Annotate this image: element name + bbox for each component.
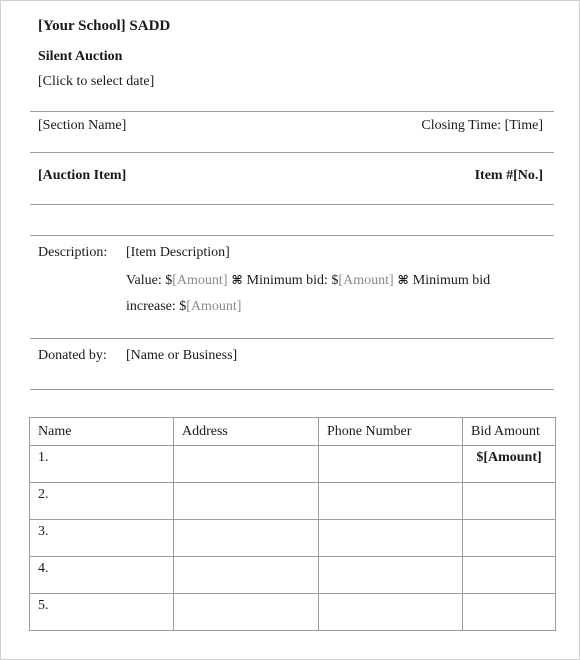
min-bid-amount-field[interactable]: [Amount]	[338, 273, 394, 288]
auction-item-field[interactable]: [Auction Item]	[38, 168, 127, 183]
table-row	[30, 520, 556, 557]
bidder-address-cell[interactable]	[174, 557, 319, 594]
bidder-name-cell[interactable]: 4.	[30, 557, 174, 594]
column-header-bid-amount: Bid Amount	[463, 418, 556, 446]
table-row	[30, 483, 556, 520]
bidder-phone-cell[interactable]	[319, 483, 463, 520]
bid-amount-cell[interactable]	[463, 594, 556, 631]
divider	[30, 389, 554, 390]
description-label: Description:	[38, 245, 108, 260]
closing-time-field[interactable]: Closing Time: [Time]	[421, 118, 543, 133]
min-bid-label: Minimum bid: $	[246, 273, 339, 288]
description-field[interactable]: [Item Description]	[126, 245, 230, 260]
min-increase-label: Minimum bid	[412, 273, 491, 288]
bid-table	[29, 417, 556, 631]
bid-amount-cell[interactable]: $[Amount]	[463, 446, 556, 483]
divider	[30, 338, 554, 339]
bidder-address-cell[interactable]	[174, 446, 319, 483]
item-number-field[interactable]: Item #[No.]	[474, 168, 543, 183]
bidder-phone-cell[interactable]	[319, 446, 463, 483]
donated-by-label: Donated by:	[38, 348, 107, 363]
donor-field[interactable]: [Name or Business]	[126, 348, 238, 363]
value-line	[126, 273, 490, 289]
increase-line	[126, 299, 241, 315]
bidder-name-cell[interactable]: 1.	[30, 446, 174, 483]
date-field[interactable]: [Click to select date]	[38, 74, 155, 89]
bidder-address-cell[interactable]	[174, 483, 319, 520]
table-row	[30, 446, 556, 483]
bidder-phone-cell[interactable]	[319, 520, 463, 557]
bidder-phone-cell[interactable]	[319, 594, 463, 631]
bid-amount-cell[interactable]	[463, 557, 556, 594]
min-increase-label-cont: increase: $	[126, 299, 187, 314]
bid-amount-cell[interactable]	[463, 483, 556, 520]
divider	[30, 204, 554, 205]
bidder-address-cell[interactable]	[174, 594, 319, 631]
table-row	[30, 557, 556, 594]
bidder-phone-cell[interactable]	[319, 557, 463, 594]
event-title[interactable]: Silent Auction	[38, 49, 123, 64]
divider	[30, 235, 554, 236]
school-title[interactable]: [Your School] SADD	[38, 18, 171, 34]
section-name-field[interactable]: [Section Name]	[38, 118, 127, 133]
bidder-name-cell[interactable]: 5.	[30, 594, 174, 631]
bid-amount-cell[interactable]	[463, 520, 556, 557]
command-symbol-icon: ⌘	[397, 273, 409, 287]
column-header-name: Name	[30, 418, 174, 446]
min-increase-amount-field[interactable]: [Amount]	[186, 299, 242, 314]
table-header-row	[30, 418, 556, 446]
bidder-address-cell[interactable]	[174, 520, 319, 557]
bidder-name-cell[interactable]: 3.	[30, 520, 174, 557]
bidder-name-cell[interactable]: 2.	[30, 483, 174, 520]
column-header-address: Address	[174, 418, 319, 446]
divider	[30, 111, 554, 112]
command-symbol-icon: ⌘	[231, 273, 243, 287]
divider	[30, 152, 554, 153]
table-row	[30, 594, 556, 631]
column-header-phone: Phone Number	[319, 418, 463, 446]
value-label: Value: $	[126, 273, 173, 288]
value-amount-field[interactable]: [Amount]	[172, 273, 228, 288]
